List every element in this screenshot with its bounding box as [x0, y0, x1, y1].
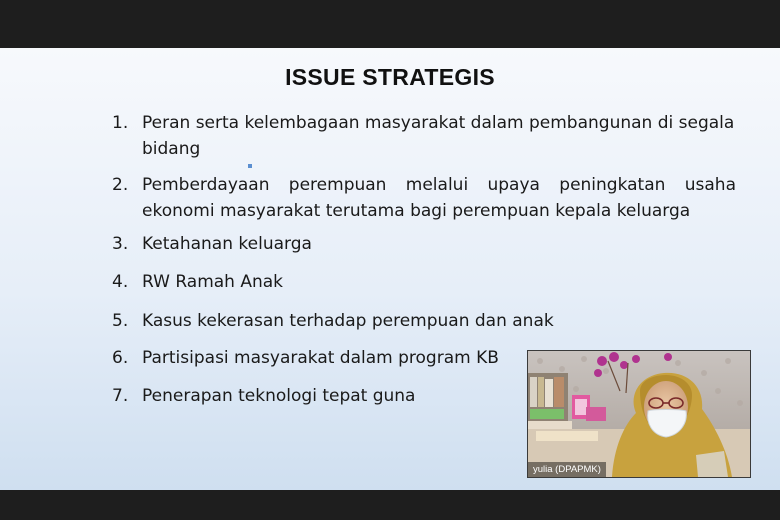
- issue-text: Partisipasi masyarakat dalam program KB: [142, 348, 499, 368]
- issue-item-1: [112, 110, 736, 162]
- issue-item-4: [112, 269, 736, 295]
- issue-number: 1.: [112, 113, 129, 133]
- slide-title: ISSUE STRATEGIS: [285, 64, 495, 90]
- issue-number: 4.: [112, 272, 129, 292]
- bottom-bar: [0, 490, 780, 520]
- participant-video-tile[interactable]: [527, 350, 751, 478]
- issue-item-5: [112, 308, 736, 334]
- participant-video-image: [528, 351, 750, 477]
- issue-number: 5.: [112, 311, 129, 331]
- issue-text: RW Ramah Anak: [142, 272, 284, 292]
- pointer-dot: [248, 164, 252, 168]
- issue-number: 3.: [112, 234, 129, 254]
- issue-text: [142, 172, 736, 224]
- participant-name-label: yulia (DPAPMK): [528, 462, 606, 477]
- issue-text: Kasus kekerasan terhadap perempuan dan anak: [142, 311, 554, 331]
- issue-item-3: [112, 231, 736, 257]
- top-bar: [0, 0, 780, 48]
- issue-number: 6.: [112, 348, 129, 368]
- issue-number: 7.: [112, 386, 129, 406]
- issue-line: ekonomi masyarakat terutama bagi perempuan kepala keluarga: [142, 201, 691, 221]
- issue-item-2: [112, 172, 736, 224]
- issue-text: Ketahanan keluarga: [142, 234, 312, 254]
- issue-text: [142, 110, 736, 162]
- issue-text: Penerapan teknologi tepat guna: [142, 386, 416, 406]
- issue-line: Pemberdayaan perempuan melalui upaya peningkatan usaha: [142, 175, 736, 195]
- issue-line: bidang: [142, 139, 201, 159]
- issue-number: 2.: [112, 175, 129, 195]
- issue-line: Peran serta kelembagaan masyarakat dalam pembangunan di segala: [142, 113, 735, 133]
